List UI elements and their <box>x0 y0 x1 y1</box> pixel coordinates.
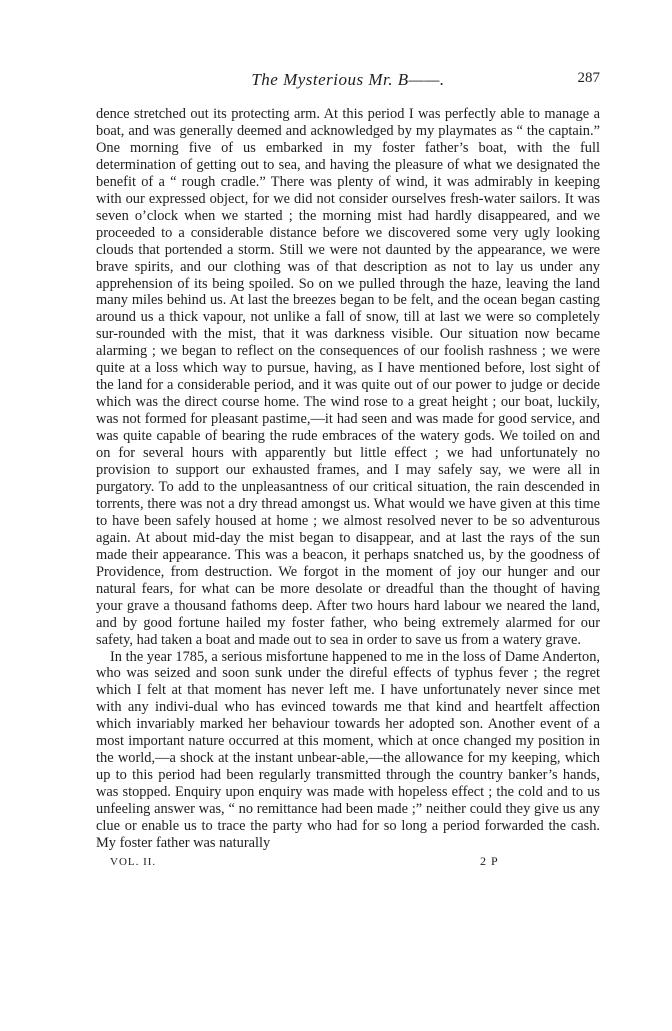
signature-mark: 2 P <box>480 853 499 868</box>
paragraph-1: dence stretched out its protecting arm. At this period I was perfectly able to manage a boat, and was generally deemed and acknowledged by my playmates as “ the captain.” One morning five of us embarked in my foster father’s boat, with the full determination of getting out to sea, and having the pleasure of what we designated the benefit of a “ rough cradle.” There was plenty of wind, it was admirably in keeping with our expressed object, for we did not consider ourselves fresh-water sailors. It was seven o’clock when we started ; the morning mist had hardly disappeared, and we proceeded to a considerable distance before we discovered some very ugly looking clouds that portended a storm. Still we were not daunted by the appearance, we were brave spirits, and our clothing was of that description as not to lay us under any apprehension of its being spoiled. So on we pulled through the haze, leaving the land many miles behind us. At last the breezes began to be felt, and the ocean began casting around us a thick vapour, not unlike a fall of snow, till at last we were so completely sur-rounded with the mist, that it was darkness visible. Our situation now became alarming ; we began to reflect on the consequences of our foolish rashness ; we were quite at a loss which way to pursue, having, as I have mentioned before, lost sight of the land for a considerable period, and it was quite out of our power to judge or decide which was the direct course home. The wind rose to a great height ; our boat, luckily, was not formed for pleasant pastime,—it had seen and was made for good service, and was quite capable of bearing the rude embraces of the watery gods. We toiled on and on for several hours with apparently but little effect ; we had unfortunately no provision to support our exhausted frames, and I may safely say, we were all in purgatory. To add to the unpleasantness of our critical situation, the rain descended in torrents, there was not a dry thread amongst us. What would we have given at this time to have been safely housed at home ; we almost resolved never to be so adventurous again. At about mid-day the mist began to disappear, and at last the rays of the sun made their appearance. This was a beacon, it perhaps snatched us, by the goodness of Providence, from destruction. We forgot in the moment of joy our hunger and our natural fears, for what can be more desolate or dreadful than the thought of having your grave a thousand fathoms deep. After two hours hard labour we neared the land, and by good fortune hailed my foster father, who being extremely alarmed for our safety, had taken a boat and made out to sea in order to save us from a watery grave. <box>96 106 600 648</box>
page-number: 287 <box>577 70 600 86</box>
running-title: The Mysterious Mr. B——. <box>251 70 445 89</box>
paragraph-2: In the year 1785, a serious misfortune happened to me in the loss of Dame Anderton, who was seized and soon sunk under the direful effects of typhus fever ; the regret which I felt at that moment has never left me. I have unfortunately never since met with any indivi-dual who has evinced towards me that kind and heartfelt affection which invariably marked her behaviour towards her adopted son. Another event of a most important nature occurred at this moment, which at once changed my position in the world,—a shock at the instant unbear-able,—the allowance for my keeping, which up to this period had been regularly transmitted through the country banker’s hands, was stopped. Enquiry upon enquiry was made with hopeless effect ; the cold and to us unfeeling answer was, “ no remittance had been made ;” neither could they give us any clue or enable us to trace the party who had for so long a period forwarded the cash. My foster father was naturally <box>96 648 600 851</box>
volume-mark: VOL. II. <box>110 855 157 868</box>
body-text <box>96 106 600 852</box>
running-head <box>96 70 600 92</box>
book-page <box>96 70 600 990</box>
page-footer <box>96 854 600 872</box>
